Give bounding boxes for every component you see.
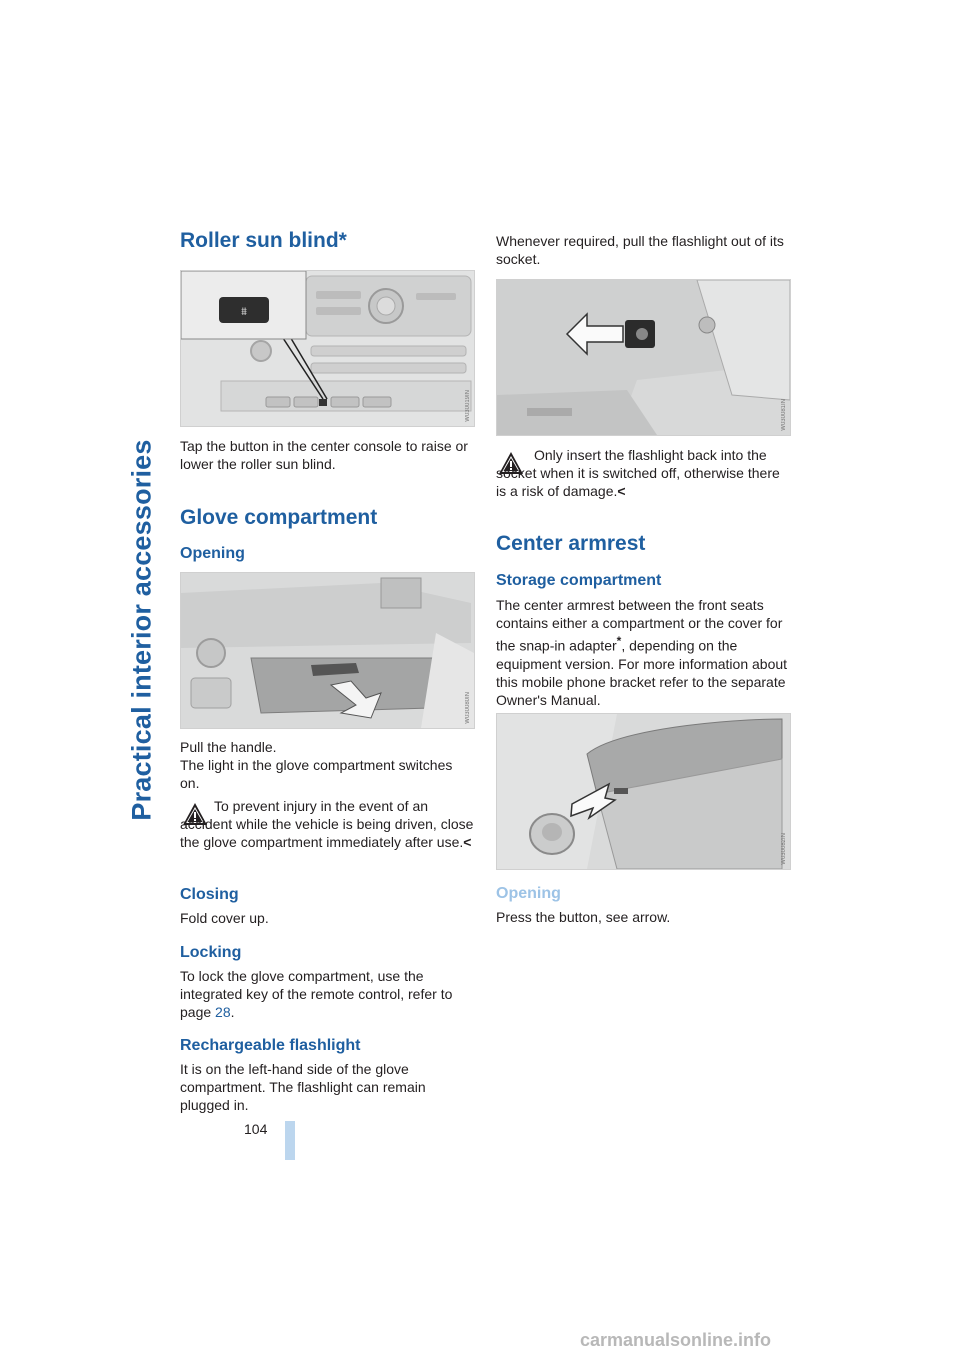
flashlight-pull-text: Whenever required, pull the flashlight out of its socket. (496, 233, 784, 267)
locking-heading: Locking (180, 944, 242, 961)
flashlight-illustration (497, 280, 790, 435)
roller-sun-blind-figure (180, 270, 475, 427)
warning-text-1: To prevent injury in the event of an accident while the vehicle is being driven, close the glove compartment immediately after use.< (180, 798, 474, 850)
center-console-illustration (181, 271, 474, 426)
figure-code: W030081IN (781, 399, 787, 431)
flashlight-figure (496, 279, 791, 436)
glove-compartment-illustration (181, 573, 474, 728)
storage-compartment-text: The center armrest between the front seats contains either a compartment or the cover for the snap-in adapter*, depending on the equipment version. For more information about this mobile phone bracket refer to the separate Owner's Manual. (496, 597, 788, 708)
pull-handle-text: Pull the handle. (180, 739, 277, 755)
glove-compartment-heading: Glove compartment (180, 506, 378, 529)
figure-code: W030082IN (781, 833, 787, 865)
armrest-illustration (497, 714, 790, 869)
roller-sun-blind-heading: Roller sun blind* (180, 229, 347, 252)
closing-heading: Closing (180, 886, 239, 903)
center-armrest-heading: Center armrest (496, 532, 646, 555)
page-number-bar (285, 1121, 295, 1160)
opening-subheading: Opening (496, 885, 561, 902)
svg-text:⩩: ⩩ (241, 305, 247, 318)
figure-code: W030019IN (465, 390, 471, 422)
footer-watermark: carmanualsonline.info (580, 1330, 772, 1350)
figure-code: W030080IN (465, 692, 471, 724)
opening-text: Press the button, see arrow. (496, 909, 671, 925)
locking-text: To lock the glove compartment, use the integrated key of the remote control, refer to page 28. (180, 968, 453, 1020)
chapter-title: Practical interior accessories (126, 439, 157, 821)
flashlight-heading: Rechargeable flashlight (180, 1037, 361, 1054)
glove-compartment-figure (180, 572, 475, 729)
warning-text-2: Only insert the flashlight back into the socket when it is switched off, otherwise there is a risk of damage.< (496, 447, 780, 499)
roller-sun-blind-text: Tap the button in the center console to raise or lower the roller sun blind. (180, 438, 468, 472)
glove-light-text: The light in the glove compartment switches on. (180, 757, 453, 791)
armrest-figure (496, 713, 791, 870)
page-28-link[interactable]: 28 (215, 1004, 231, 1020)
opening-heading: Opening (180, 545, 245, 562)
closing-text: Fold cover up. (180, 910, 269, 926)
page-number: 104 (244, 1121, 268, 1137)
flashlight-text: It is on the left-hand side of the glove compartment. The flashlight can remain plugged in. (180, 1061, 426, 1113)
storage-compartment-heading: Storage compartment (496, 572, 662, 589)
